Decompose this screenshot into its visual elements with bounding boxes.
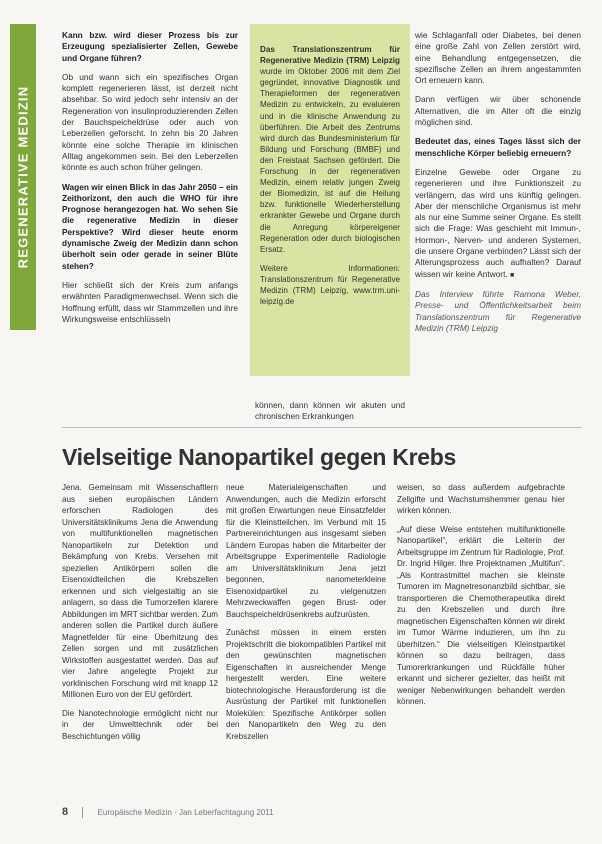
footer-text: Europäische Medizin · Jan Leberfachtagung 2011 bbox=[97, 808, 274, 817]
interview-answer-final bbox=[415, 167, 581, 281]
info-box-trm bbox=[250, 24, 410, 376]
info-box-text bbox=[260, 44, 400, 255]
article-column-3 bbox=[397, 482, 565, 715]
article-column-2 bbox=[226, 482, 386, 749]
interview-question: Bedeutet das, eines Tages lässt sich der menschliche Körper beliebig erneuern? bbox=[415, 136, 581, 158]
article-paragraph: Jena. Gemeinsam mit Wissenschaftlern aus sieben europäischen Ländern erforschen Radiologen des Universitätsklinikums Jena die Anwendung von multifunktionellen magnetischen Nanopartikeln zur Detektion und Bekämpfung von Krebs. Versehen mit speziellen Antikörpern sollen die Eisenoxidteilchen die Krebszellen erkennen und sich vielgestaltig an sie anlagern, so dass die Tumorzellen klarere Abbildungen im MRT sichtbar werden. Zum anderen sollen die Partikel durch äußere Magnetfelder für eine Überhitzung des Zellen sorgen und mit zusätzlichen Wirkstoffen ausgestattet werden. Das auf vier Jahre angelegte Projekt zur vorklinischen Forschung wird mit knapp 12 Millionen Euro von der EU gefördert. bbox=[62, 483, 218, 699]
article-paragraph: Zunächst müssen in einem ersten Projektschritt die biokompatiblen Partikel mit den gewünschten magnetischen Eigenschaften in ausreichender Menge hergestellt werden. Eine weitere biotechnologische Herausforderung ist die Ausrüstung der Partikel mit funktionellen Molekülen: Spezifische Antikörper sollen den Nanopartikeln den Weg zu den Krebszellen bbox=[226, 628, 386, 741]
article-paragraph: „Auf diese Weise entstehen multifunktionelle Nanopartikel“, erklärt die Leiterin der Arbeitsgruppe im Zentrum für Radiologie, Prof. Dr. Ingrid Hilger. Ihre Projektnamen „Multifun“. „Als Kontrastmittel machen sie kleinste Tumoren im Magnetresonanzbild sichtbar, sie transportieren die Chemotherapeutika direkt zu den Krebszellen und durch ihre magnetischen Eigenschaften können wir direkt im Tumor Wärme induzieren, um ihn zu überhitzen.“ Die vielseitigen Kleinstpartikel können so dazu beitragen, dass Tumorerkrankungen und Rückfälle früher erkannt und sicherer gezielter, das heißt mit weniger Nebenwirkungen behandelt werden können. bbox=[397, 524, 565, 706]
article-column-1 bbox=[62, 482, 218, 749]
section-side-band bbox=[10, 24, 36, 330]
interview-column-3 bbox=[415, 30, 581, 342]
article-paragraph: Die Nanotechnologie ermöglicht nicht nur in der Umwelttechnik oder bei Beschichtungen völlig bbox=[62, 708, 218, 741]
section-label: REGENERATIVE MEDIZIN bbox=[15, 85, 31, 269]
interview-answer-continuation: können, dann können wir akuten und chronischen Erkrankungen bbox=[255, 400, 405, 422]
page-footer bbox=[62, 806, 274, 818]
interview-answer-text: Einzelne Gewebe oder Organe zu regenerieren und ihre Funktionszeit zu verlängern, das wird uns künftig gelingen. Aber der menschliche Organismus ist mehr als nur eine Summe seiner Organe. Es stellt sich die Frage: Was geschieht mit Immun-, Hormon-, Nerven- und anderen Systemen, die unsere Organe verbinden? Lässt sich der Alterungsprozess auch aufhalten? Darauf wissen wir keine Antwort. bbox=[415, 166, 581, 279]
page-number: 8 bbox=[62, 806, 69, 818]
article-divider bbox=[62, 427, 582, 428]
footer-separator bbox=[82, 807, 83, 818]
interview-column-2-continuation bbox=[255, 400, 405, 431]
interview-question: Wagen wir einen Blick in das Jahr 2050 – ein Zeithorizont, den auch die WHO für ihre Prognose herangezogen hat. Wo sehen Sie die regenerative Medizin in dieser Perspektive? Wird dieser heute enorm dynamische Zweig der Medizin dann schon überholt sein oder gerade in seiner Blüte stehen? bbox=[62, 181, 238, 271]
interview-question: Kann bzw. wird dieser Prozess bis zur Erzeugung spezialisierter Zellen, Gewebe und Organe führen? bbox=[62, 30, 238, 63]
interview-answer: wie Schlaganfall oder Diabetes, bei denen eine große Zahl von Zellen zerstört wird, eine Behandlung entgegensetzen, die spezifische Zellen an ihrem angestammten Ort erneuern kann. bbox=[415, 30, 581, 86]
interview-answer: Hier schließt sich der Kreis zum anfangs erwähnten Paradigmenwechsel. Wenn sich die Hoffnung erfüllt, dass wir Stammzellen und ihre Wirkungsweise entschlüsseln bbox=[62, 279, 238, 324]
article-headline: Vielseitige Nanopartikel gegen Krebs bbox=[62, 444, 456, 470]
info-box-title: Das Translationszentrum für Regenerative Medizin (TRM) Leipzig bbox=[260, 45, 400, 66]
end-of-article-mark: ■ bbox=[510, 271, 515, 279]
interview-credit: Das Interview führte Ramona Weber, Presse- und Öffentlichkeitsarbeit beim Translationszentrum für Regenerative Medizin (TRM) Leipzig bbox=[415, 288, 581, 333]
article-paragraph: weisen, so dass außerdem aufgebrachte Zellgifte und Wachstumshemmer genau hier wirken können. bbox=[397, 483, 565, 515]
article-paragraph: neue Materialeigenschaften und Anwendungen, auch die Medizin erforscht mit großen Erwartungen neue Einsatzfelder für die Kleinstteilchen. Im Verbund mit 15 Partnereinrichtungen aus insgesamt sieben Ländern Europas haben die Mitarbeiter der Arbeitsgruppe Experimentelle Radiologie am Universitätsklinikum Jena jetzt begonnen, nanometerkleine Eisenoxidpartikel zu vielgenutzen Mehrzweckwaffen gegen Brust- oder Bauchspeicheldrüsenkrebs aufzurüsten. bbox=[226, 483, 386, 619]
interview-answer: Ob und wann sich ein spezifisches Organ komplett regenerieren lässt, ist derzeit nicht absehbar. So wird jedoch sehr intensiv an der Regeneration von insulinproduzierenden Zellen der Bauchspeicheldrüse oder auch von Leberzellen geforscht. In zehn bis 20 Jahren könnte eine solche Therapie im klinischen Alltag angekommen sein. Bei den Leberzellen könnte es auch schon früher gelingen. bbox=[62, 71, 238, 173]
interview-column-1 bbox=[62, 30, 238, 333]
info-box-body: wurde im Oktober 2006 mit dem Ziel gegründet, innovative Diagnostik und Therapieformen der regenerativen Medizin zu entwickeln, zu evaluieren und in die klinische Anwendung zu überführen. Die Arbeit des Zentrums wird durch das Bundesministerium für Bildung und Forschung (BMBF) und den Freistaat Sachsen gefördert. Die Forschung in der regenerativen Medizin, einem relativ jungen Zweig der Biomedizin, ist auf die Heilung bzw. funktionelle Wiederherstellung erkrankter Gewebe und Organe durch die Anregung körpereigener Regeneration oder durch biologischen Ersatz. bbox=[260, 67, 400, 254]
interview-answer: Dann verfügen wir über schonende Alternativen, die im Alter oft die einzig möglichen sind. bbox=[415, 94, 581, 128]
info-box-more-info: Weitere Informationen: Translationszentrum für Regenerative Medizin (TRM) Leipzig, www.trm.uni-leipzig.de bbox=[260, 263, 400, 307]
